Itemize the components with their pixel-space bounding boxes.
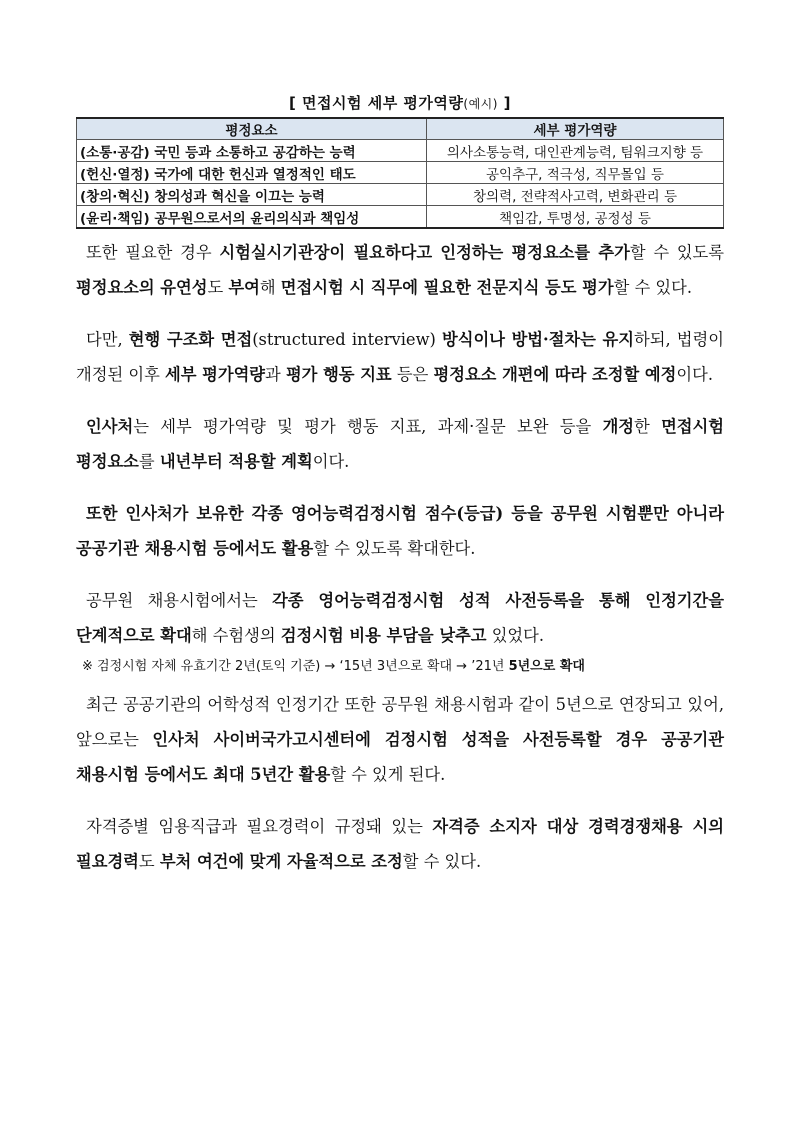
table-cell-competency: 책임감, 투명성, 공정성 등 xyxy=(427,206,724,229)
evaluation-table xyxy=(76,117,724,229)
table-row xyxy=(77,140,724,162)
table-row xyxy=(77,162,724,184)
paragraph-preregistration: 공무원 채용시험에서는 각종 영어능력검정시험 성적 사전등록을 통해 인정기간을 단계적으로 확대해 수험생의 검정시험 비용 부담을 낮추고 있었다. xyxy=(76,591,724,645)
paragraph-public-institutions: 최근 공공기관의 어학성적 인정기간 또한 공무원 채용시험과 같이 5년으로 연장되고 있어, 앞으로는 인사처 사이버국가고시센터에 검정시험 성적을 사전등록할 경우 공공기관 채용시험 등에서도 최대 5년간 활용할 수 있게 된다. xyxy=(76,695,724,784)
table-cell-element: (윤리·책임) 공무원으로서의 윤리의식과 책임성 xyxy=(77,206,427,229)
table-cell-competency: 의사소통능력, 대인관계능력, 팀워크지향 등 xyxy=(427,140,724,162)
paragraph-structured-interview: 다만, 현행 구조화 면접(structured interview) 방식이나 방법·절차는 유지하되, 법령이 개정된 이후 세부 평가역량과 평가 행동 지표 등은 평정요소 개편에 따라 조정할 예정이다. xyxy=(76,330,724,384)
table-header-row xyxy=(77,118,724,140)
table-cell-element: (소통·공감) 국민 등과 소통하고 공감하는 능력 xyxy=(77,140,427,162)
table-cell-element: (창의·혁신) 창의성과 혁신을 이끄는 능력 xyxy=(77,184,427,206)
column-header-element: 평정요소 xyxy=(77,118,427,140)
paragraph-english-test: 또한 인사처가 보유한 각종 영어능력검정시험 점수(등급) 등을 공무원 시험뿐만 아니라 공공기관 채용시험 등에서도 활용할 수 있도록 확대한다. xyxy=(76,504,724,558)
paragraph-application-plan: 인사처는 세부 평가역량 및 평가 행동 지표, 과제·질문 보완 등을 개정한 면접시험 평정요소를 내년부터 적용할 계획이다. xyxy=(76,417,724,471)
paragraph-flexibility: 또한 필요한 경우 시험실시기관장이 필요하다고 인정하는 평정요소를 추가할 수 있도록 평정요소의 유연성도 부여해 면접시험 시 직무에 필요한 전문지식 등도 평가할 수 있다. xyxy=(76,243,724,297)
table-cell-competency: 공익추구, 적극성, 직무몰입 등 xyxy=(427,162,724,184)
table-caption: [ 면접시험 세부 평가역량(예시) ] xyxy=(288,94,512,112)
table-cell-competency: 창의력, 전략적사고력, 변화관리 등 xyxy=(427,184,724,206)
document-page xyxy=(76,92,724,879)
table-cell-element: (헌신·열정) 국가에 대한 헌신과 열정적인 태도 xyxy=(77,162,427,184)
validity-note: ※ 검정시험 자체 유효기간 2년(토익 기준) → ‘15년 3년으로 확대 → ’21년 5년으로 확대 xyxy=(82,659,585,674)
column-header-competency: 세부 평가역량 xyxy=(427,118,724,140)
paragraph-career-requirements: 자격증별 임용직급과 필요경력이 규정돼 있는 자격증 소지자 대상 경력경쟁채용 시의 필요경력도 부처 여건에 맞게 자율적으로 조정할 수 있다. xyxy=(76,817,724,871)
table-row xyxy=(77,206,724,229)
table-row xyxy=(77,184,724,206)
